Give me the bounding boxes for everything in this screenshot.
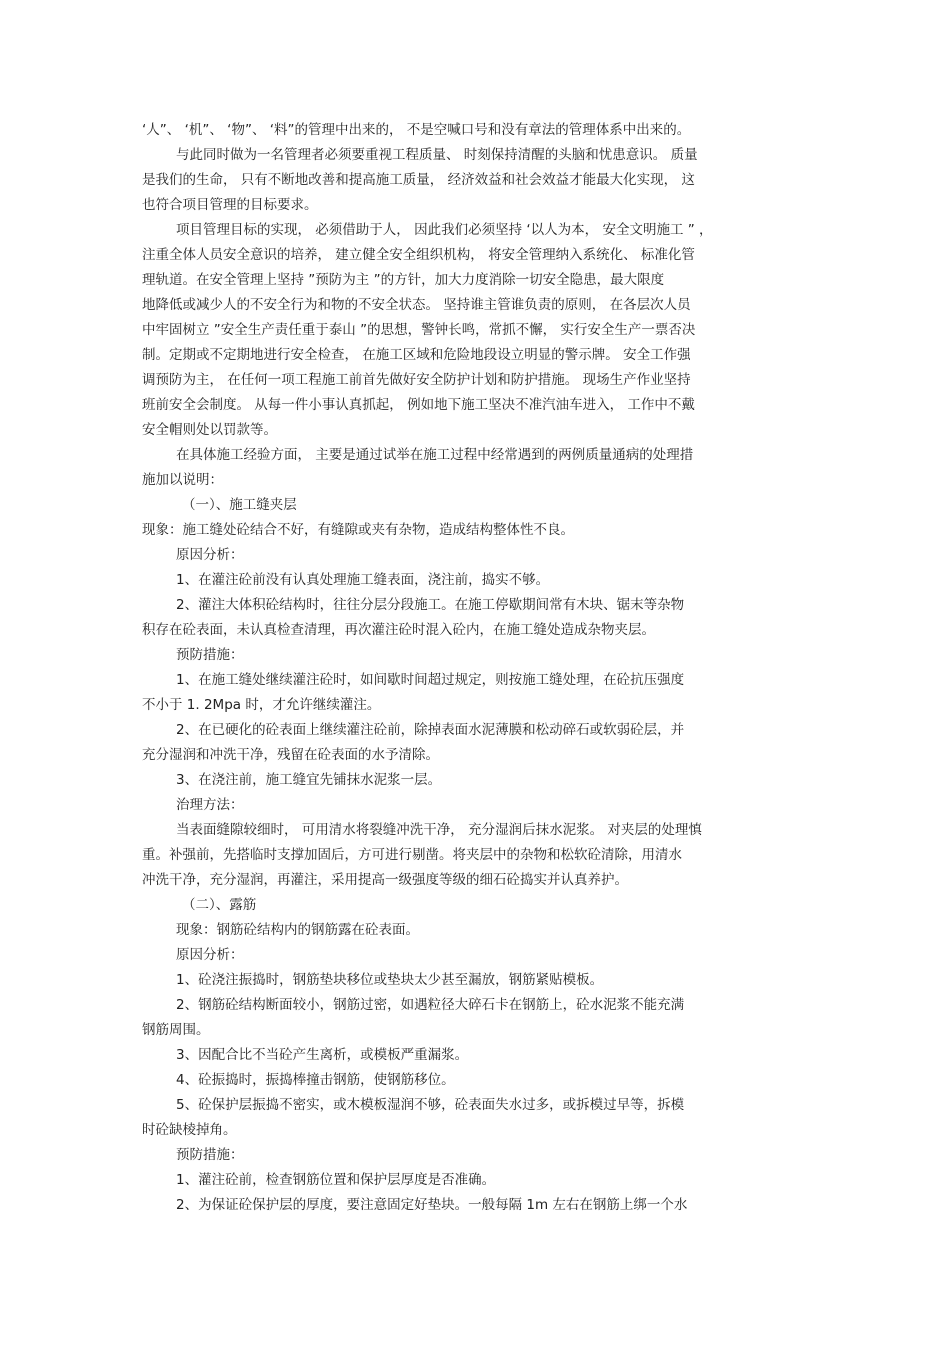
text-line: 2、为保证砼保护层的厚度，要注意固定好垫块。一般每隔 1m 左右在钢筋上绑一个水	[176, 1197, 688, 1213]
section-heading: （二）、露筋	[182, 897, 257, 913]
text-line: 3、因配合比不当砼产生离析，或模板严重漏浆。	[176, 1047, 469, 1063]
text-line: 冲洗干净，充分湿润，再灌注，采用提高一级强度等级的细石砼捣实并认真养护。	[142, 872, 628, 888]
text-line: 时砼缺棱掉角。	[142, 1122, 237, 1138]
text-line: 5、砼保护层振捣不密实，或木模板湿润不够，砼表面失水过多，或拆模过早等，拆模	[176, 1097, 685, 1113]
text-line: 原因分析：	[176, 947, 244, 963]
text-line: 中牢固树立 ”安全生产责任重于泰山 ”的思想，警钟长鸣，常抓不懈， 实行安全生产一票否决	[142, 322, 696, 338]
text-line: 原因分析：	[176, 547, 244, 563]
text-line: 预防措施：	[176, 647, 244, 663]
text-line: 调预防为主， 在任何一项工程施工前首先做好安全防护计划和防护措施。 现场生产作业坚持	[142, 372, 691, 388]
text-line: 4、砼振捣时，振捣棒撞击钢筋，使钢筋移位。	[176, 1072, 455, 1088]
text-line: 是我们的生命， 只有不断地改善和提高施工质量， 经济效益和社会效益才能最大化实现， 这	[142, 172, 695, 188]
text-line: 重。补强前，先搭临时支撑加固后，方可进行剔凿。将夹层中的杂物和松软砼清除，用清水	[142, 847, 682, 863]
text-line: ‘人”、 ‘机”、 ‘物”、 ‘料”的管理中出来的， 不是空喊口号和没有章法的管理体系中出来的。	[142, 122, 691, 138]
text-line: 预防措施：	[176, 1147, 244, 1163]
text-line: 现象：施工缝处砼结合不好，有缝隙或夹有杂物，造成结构整体性不良。	[142, 522, 574, 538]
text-line: 积存在砼表面，未认真检查清理，再次灌注砼时混入砼内，在施工缝处造成杂物夹层。	[142, 622, 655, 638]
text-line: 1、砼浇注振捣时，钢筋垫块移位或垫块太少甚至漏放，钢筋紧贴模板。	[176, 972, 604, 988]
text-line: 班前安全会制度。 从每一件小事认真抓起， 例如地下施工坚决不准汽油车进入， 工作中不戴	[142, 397, 695, 413]
text-line: 制。定期或不定期地进行安全检查， 在施工区域和危险地段设立明显的警示牌。 安全工作强	[142, 347, 691, 363]
text-line: 当表面缝隙较细时， 可用清水将裂缝冲洗干净， 充分湿润后抹水泥浆。 对夹层的处理慎	[176, 822, 702, 838]
text-line: 现象：钢筋砼结构内的钢筋露在砼表面。	[176, 922, 419, 938]
text-line: 与此同时做为一名管理者必须要重视工程质量、 时刻保持清醒的头脑和忧患意识。 质量	[176, 147, 698, 163]
section-heading: （一）、施工缝夹层	[182, 497, 297, 513]
text-line: 1、在灌注砼前没有认真处理施工缝表面，浇注前，捣实不够。	[176, 572, 550, 588]
text-line: 不小于 1. 2Mpa 时，才允许继续灌注。	[142, 697, 381, 713]
text-line: 2、钢筋砼结构断面较小，钢筋过密，如遇粒径大碎石卡在钢筋上，砼水泥浆不能充满	[176, 997, 685, 1013]
text-line: 理轨道。在安全管理上坚持 ”预防为主 ”的方针，加大力度消除一切安全隐患，最大限度	[142, 272, 665, 288]
text-line: 1、灌注砼前，检查钢筋位置和保护层厚度是否准确。	[176, 1172, 496, 1188]
text-line: 1、在施工缝处继续灌注砼时，如间歇时间超过规定，则按施工缝处理，在砼抗压强度	[176, 672, 685, 688]
text-line: 治理方法：	[176, 797, 244, 813]
text-line: 2、灌注大体积砼结构时，往往分层分段施工。在施工停歇期间常有木块、锯末等杂物	[176, 597, 685, 613]
text-line: 2、在已硬化的砼表面上继续灌注砼前，除掉表面水泥薄膜和松动碎石或软弱砼层，并	[176, 722, 685, 738]
text-line: 安全帽则处以罚款等。	[142, 422, 277, 438]
text-line: 充分湿润和冲洗干净，残留在砼表面的水予清除。	[142, 747, 439, 763]
text-line: 地降低或减少人的不安全行为和物的不安全状态。 坚持谁主管谁负责的原则， 在各层次人员	[142, 297, 691, 313]
text-line: 钢筋周围。	[142, 1022, 210, 1038]
text-line: 注重全体人员安全意识的培养， 建立健全安全组织机构， 将安全管理纳入系统化、 标准化管	[142, 247, 695, 263]
text-line: 项目管理目标的实现， 必须借助于人， 因此我们必须坚持 ‘以人为本， 安全文明施工 ” ，	[176, 222, 713, 238]
text-line: 也符合项目管理的目标要求。	[142, 197, 318, 213]
text-line: 3、在浇注前，施工缝宜先铺抹水泥浆一层。	[176, 772, 442, 788]
text-line: 施加以说明：	[142, 472, 223, 488]
text-line: 在具体施工经验方面， 主要是通过试举在施工过程中经常遇到的两例质量通病的处理措	[176, 447, 694, 463]
